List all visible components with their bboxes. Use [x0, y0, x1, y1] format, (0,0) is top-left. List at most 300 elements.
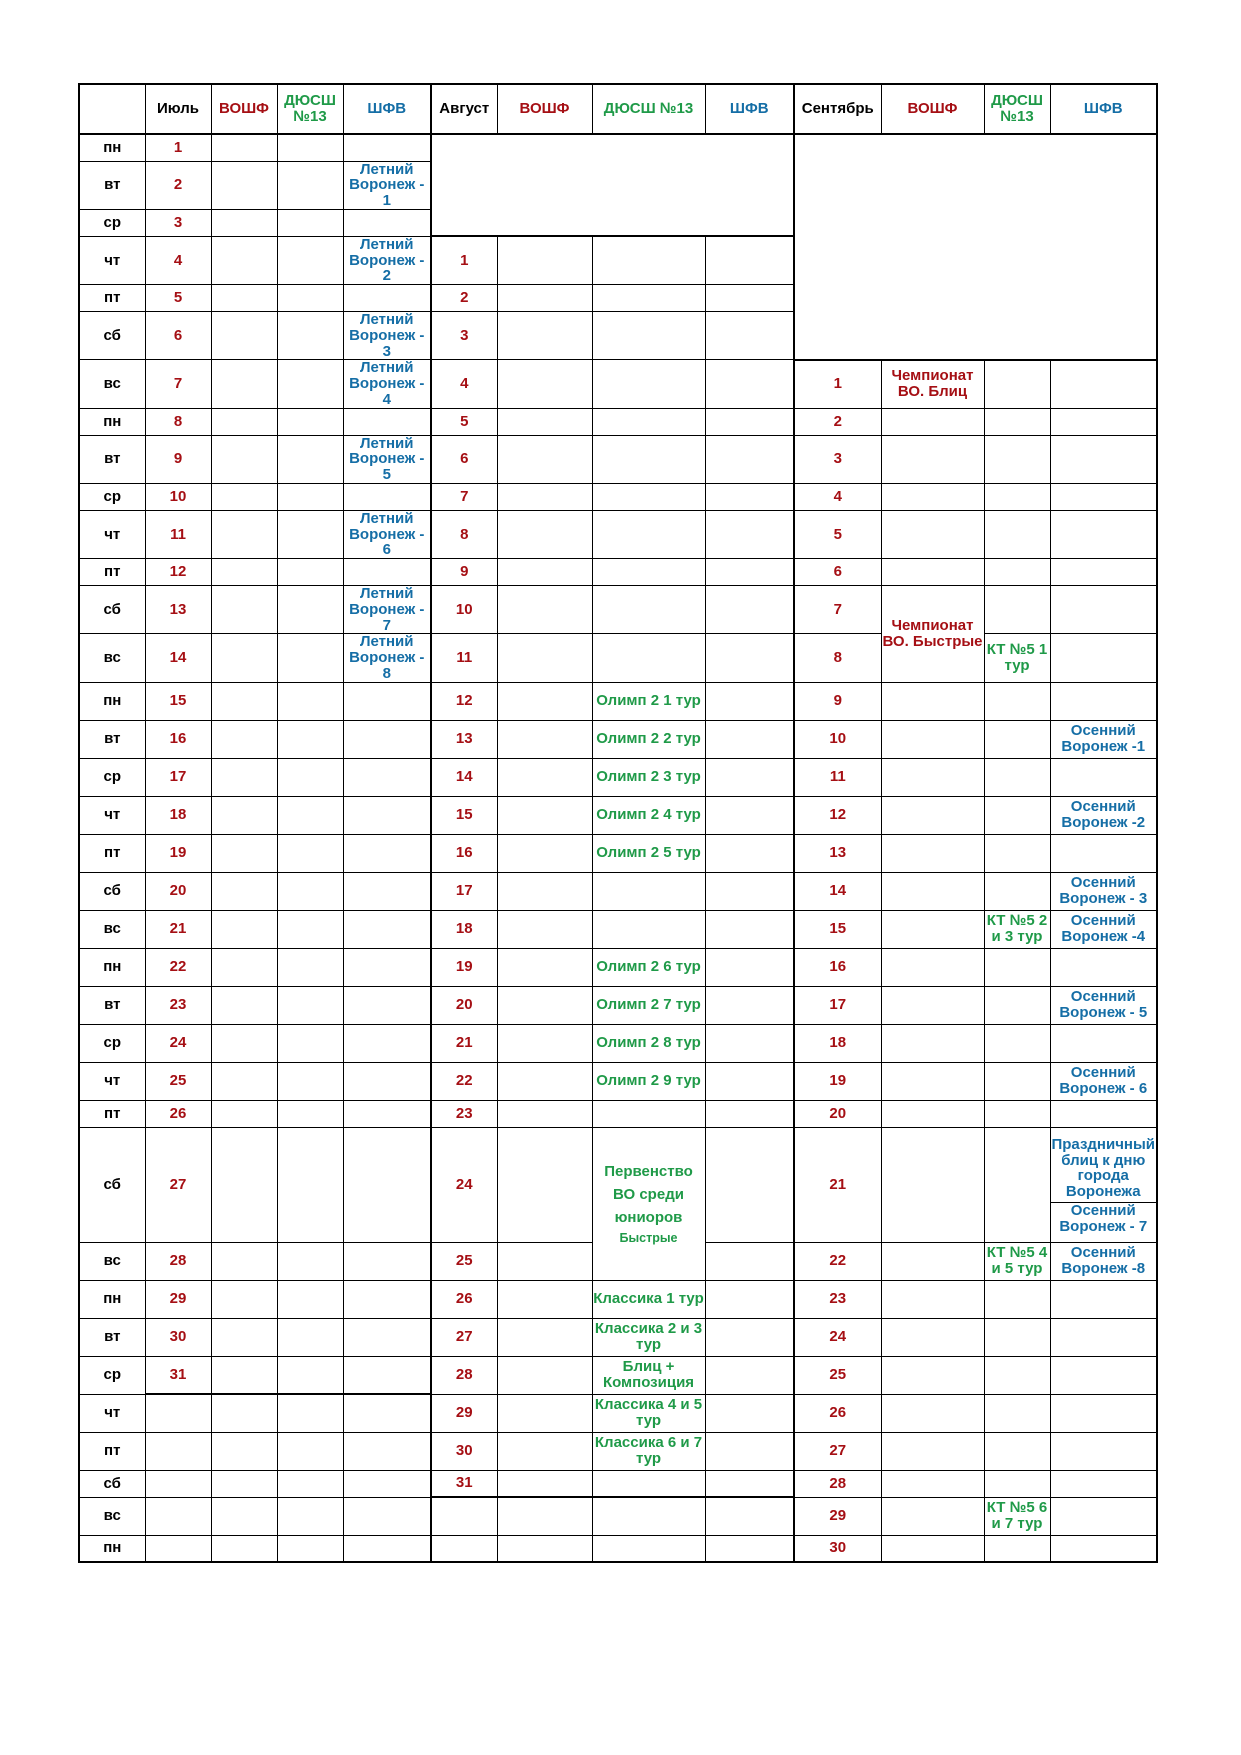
september-day: 7	[794, 586, 881, 634]
august-voshf-cell	[497, 758, 592, 796]
table-row	[79, 483, 1157, 510]
september-dyussh-cell	[984, 986, 1050, 1024]
september-day: 25	[794, 1356, 881, 1394]
september-dyussh-cell	[984, 682, 1050, 720]
august-voshf-cell	[497, 510, 592, 558]
september-shfv-cell	[1050, 510, 1157, 558]
august-voshf-cell	[497, 634, 592, 682]
weekday-cell: чт	[79, 796, 145, 834]
july-voshf-cell	[211, 796, 277, 834]
july-dyussh-cell	[277, 285, 343, 312]
july-day: 8	[145, 408, 211, 435]
july-dyussh-cell	[277, 134, 343, 161]
weekday-cell: ср	[79, 1356, 145, 1394]
weekday-cell: пн	[79, 408, 145, 435]
august-shfv-cell	[705, 360, 794, 408]
july-dyussh-cell	[277, 408, 343, 435]
september-voshf-cell	[881, 1318, 984, 1356]
col-shfv-september: ШФВ	[1050, 84, 1157, 134]
september-voshf-cell: Чемпионат ВО. Блиц	[881, 360, 984, 408]
month-header-july: Июль	[145, 84, 211, 134]
july-dyussh-cell	[277, 586, 343, 634]
august-day: 27	[431, 1318, 497, 1356]
august-day: 11	[431, 634, 497, 682]
september-day: 8	[794, 634, 881, 682]
september-voshf-cell	[881, 1470, 984, 1497]
july-dyussh-cell	[277, 910, 343, 948]
september-day: 19	[794, 1062, 881, 1100]
august-dyussh-cell: Олимп 2 7 тур	[592, 986, 705, 1024]
august-voshf-cell	[497, 682, 592, 720]
july-voshf-cell	[211, 312, 277, 360]
july-day: 7	[145, 360, 211, 408]
july-voshf-cell	[211, 682, 277, 720]
september-day: 4	[794, 483, 881, 510]
august-shfv-cell	[705, 435, 794, 483]
september-voshf-cell	[881, 986, 984, 1024]
august-shfv-cell	[705, 1318, 794, 1356]
september-voshf-cell	[881, 1535, 984, 1562]
september-voshf-cell	[881, 408, 984, 435]
september-shfv-cell	[1050, 435, 1157, 483]
col-dyussh-august: ДЮСШ №13	[592, 84, 705, 134]
september-voshf-cell	[881, 1242, 984, 1280]
july-day: 27	[145, 1127, 211, 1242]
september-shfv-cell: Осенний Воронеж -8	[1050, 1242, 1157, 1280]
july-shfv-cell: Летний Воронеж - 1	[343, 161, 431, 209]
august-shfv-cell	[705, 1024, 794, 1062]
september-dyussh-cell	[984, 360, 1050, 408]
september-dyussh-cell	[984, 483, 1050, 510]
august-shfv-cell	[705, 510, 794, 558]
july-dyussh-cell	[277, 435, 343, 483]
july-day: 10	[145, 483, 211, 510]
september-dyussh-cell	[984, 834, 1050, 872]
weekday-cell: чт	[79, 1394, 145, 1432]
col-voshf-july: ВОШФ	[211, 84, 277, 134]
july-day: 28	[145, 1242, 211, 1280]
august-dyussh-cell: Олимп 2 3 тур	[592, 758, 705, 796]
september-dyussh-cell	[984, 1280, 1050, 1318]
september-shfv-cell	[1050, 1470, 1157, 1497]
schedule-table	[78, 83, 1158, 1563]
september-day: 6	[794, 559, 881, 586]
july-shfv-cell	[343, 1470, 431, 1497]
july-dyussh-cell	[277, 236, 343, 284]
weekday-cell: пн	[79, 1280, 145, 1318]
september-shfv-cell	[1050, 586, 1157, 634]
july-shfv-cell	[343, 872, 431, 910]
july-dyussh-cell	[277, 1100, 343, 1127]
july-voshf-cell	[211, 586, 277, 634]
august-voshf-cell	[497, 435, 592, 483]
july-shfv-cell: Летний Воронеж - 5	[343, 435, 431, 483]
july-day	[145, 1394, 211, 1432]
september-dyussh-cell	[984, 872, 1050, 910]
july-shfv-cell	[343, 483, 431, 510]
july-voshf-cell	[211, 720, 277, 758]
september-blank-block	[794, 134, 1157, 360]
weekday-cell: вс	[79, 634, 145, 682]
september-dyussh-cell: КТ №5 1 тур	[984, 634, 1050, 682]
july-dyussh-cell	[277, 1024, 343, 1062]
july-voshf-cell	[211, 559, 277, 586]
september-shfv-cell: Осенний Воронеж -4	[1050, 910, 1157, 948]
august-voshf-cell	[497, 1062, 592, 1100]
august-dyussh-cell	[592, 360, 705, 408]
september-day: 29	[794, 1497, 881, 1535]
july-day: 26	[145, 1100, 211, 1127]
august-day: 7	[431, 483, 497, 510]
september-voshf-cell	[881, 796, 984, 834]
month-header-august: Август	[431, 84, 497, 134]
july-voshf-cell	[211, 1394, 277, 1432]
august-shfv-cell	[705, 559, 794, 586]
august-shfv-cell	[705, 796, 794, 834]
july-day: 20	[145, 872, 211, 910]
july-voshf-cell	[211, 1242, 277, 1280]
august-voshf-cell	[497, 1470, 592, 1497]
july-shfv-cell	[343, 1024, 431, 1062]
july-shfv-cell	[343, 1242, 431, 1280]
july-voshf-cell	[211, 510, 277, 558]
july-voshf-cell	[211, 634, 277, 682]
august-dyussh-cell: Блиц + Композиция	[592, 1356, 705, 1394]
weekday-cell: сб	[79, 312, 145, 360]
july-voshf-cell	[211, 1318, 277, 1356]
schedule-body	[79, 84, 1157, 1562]
august-shfv-cell	[705, 312, 794, 360]
july-day: 2	[145, 161, 211, 209]
august-voshf-cell	[497, 236, 592, 284]
weekday-cell: вс	[79, 910, 145, 948]
july-shfv-cell	[343, 1127, 431, 1242]
september-day: 30	[794, 1535, 881, 1562]
september-shfv-cell	[1050, 1356, 1157, 1394]
september-dyussh-cell	[984, 1432, 1050, 1470]
table-row	[79, 834, 1157, 872]
july-shfv-cell: Летний Воронеж - 8	[343, 634, 431, 682]
july-day: 12	[145, 559, 211, 586]
july-shfv-cell: Летний Воронеж - 2	[343, 236, 431, 284]
july-day: 22	[145, 948, 211, 986]
header-row	[79, 84, 1157, 134]
weekday-cell: вс	[79, 1242, 145, 1280]
july-dyussh-cell	[277, 758, 343, 796]
july-voshf-cell	[211, 161, 277, 209]
august-voshf-cell	[497, 1242, 592, 1280]
table-row	[79, 1497, 1157, 1535]
august-voshf-cell	[497, 285, 592, 312]
august-shfv-cell	[705, 236, 794, 284]
august-voshf-cell	[497, 720, 592, 758]
july-shfv-cell: Летний Воронеж - 3	[343, 312, 431, 360]
august-dyussh-cell: Классика 4 и 5 тур	[592, 1394, 705, 1432]
september-day: 18	[794, 1024, 881, 1062]
july-day: 30	[145, 1318, 211, 1356]
september-day: 11	[794, 758, 881, 796]
september-dyussh-cell	[984, 758, 1050, 796]
july-shfv-cell: Летний Воронеж - 7	[343, 586, 431, 634]
july-shfv-cell	[343, 720, 431, 758]
july-dyussh-cell	[277, 796, 343, 834]
september-shfv-cell: Осенний Воронеж - 5	[1050, 986, 1157, 1024]
september-shfv-cell: Осенний Воронеж -1	[1050, 720, 1157, 758]
august-dyussh-cell: Олимп 2 1 тур	[592, 682, 705, 720]
august-shfv-cell	[705, 910, 794, 948]
july-voshf-cell	[211, 1127, 277, 1242]
july-shfv-cell	[343, 134, 431, 161]
weekday-cell: вт	[79, 986, 145, 1024]
august-dyussh-cell: Классика 1 тур	[592, 1280, 705, 1318]
weekday-cell: ср	[79, 758, 145, 796]
july-voshf-cell	[211, 1062, 277, 1100]
weekday-cell: ср	[79, 483, 145, 510]
july-day: 25	[145, 1062, 211, 1100]
september-day: 20	[794, 1100, 881, 1127]
august-day	[431, 1497, 497, 1535]
july-shfv-cell	[343, 1432, 431, 1470]
september-shfv-cell	[1050, 1024, 1157, 1062]
september-voshf-cell	[881, 483, 984, 510]
august-championship-cell	[592, 1127, 705, 1280]
august-day: 31	[431, 1470, 497, 1497]
august-voshf-cell	[497, 1394, 592, 1432]
august-day: 18	[431, 910, 497, 948]
september-voshf-cell	[881, 1280, 984, 1318]
july-day: 31	[145, 1356, 211, 1394]
september-shfv-cell	[1050, 483, 1157, 510]
august-dyussh-cell: Классика 6 и 7 тур	[592, 1432, 705, 1470]
july-dyussh-cell	[277, 1127, 343, 1242]
september-voshf-cell	[881, 910, 984, 948]
july-voshf-cell	[211, 1356, 277, 1394]
september-day: 3	[794, 435, 881, 483]
table-row	[79, 872, 1157, 910]
august-shfv-cell	[705, 1432, 794, 1470]
september-day: 9	[794, 682, 881, 720]
july-shfv-cell	[343, 1394, 431, 1432]
july-dyussh-cell	[277, 834, 343, 872]
august-dyussh-cell: Олимп 2 4 тур	[592, 796, 705, 834]
weekday-cell: пн	[79, 682, 145, 720]
col-dyussh-july: ДЮСШ №13	[277, 84, 343, 134]
august-dyussh-cell: Олимп 2 6 тур	[592, 948, 705, 986]
september-dyussh-cell	[984, 1356, 1050, 1394]
weekday-cell: пт	[79, 834, 145, 872]
august-dyussh-cell	[592, 872, 705, 910]
september-shfv-cell	[1050, 1318, 1157, 1356]
august-shfv-cell	[705, 483, 794, 510]
august-voshf-cell	[497, 1356, 592, 1394]
september-voshf-cell	[881, 720, 984, 758]
august-day	[431, 1535, 497, 1562]
weekday-cell: чт	[79, 510, 145, 558]
september-day: 2	[794, 408, 881, 435]
july-dyussh-cell	[277, 1497, 343, 1535]
table-row	[79, 1318, 1157, 1356]
september-day: 23	[794, 1280, 881, 1318]
july-voshf-cell	[211, 360, 277, 408]
weekday-cell: чт	[79, 236, 145, 284]
july-voshf-cell	[211, 1470, 277, 1497]
july-voshf-cell	[211, 1497, 277, 1535]
september-day: 17	[794, 986, 881, 1024]
september-voshf-cell	[881, 834, 984, 872]
weekday-cell: вт	[79, 720, 145, 758]
august-day: 2	[431, 285, 497, 312]
august-shfv-cell	[705, 758, 794, 796]
august-day: 24	[431, 1127, 497, 1242]
table-row	[79, 1394, 1157, 1432]
weekday-cell: вс	[79, 360, 145, 408]
september-dyussh-cell	[984, 796, 1050, 834]
august-shfv-cell	[705, 720, 794, 758]
weekday-cell: вт	[79, 435, 145, 483]
september-shfv-cell	[1050, 834, 1157, 872]
july-shfv-cell	[343, 1497, 431, 1535]
july-day: 29	[145, 1280, 211, 1318]
august-day: 6	[431, 435, 497, 483]
august-shfv-cell	[705, 1127, 794, 1242]
july-dyussh-cell	[277, 948, 343, 986]
july-dyussh-cell	[277, 312, 343, 360]
september-voshf-cell	[881, 1127, 984, 1242]
july-day: 6	[145, 312, 211, 360]
september-dyussh-cell: КТ №5 4 и 5 тур	[984, 1242, 1050, 1280]
september-day: 13	[794, 834, 881, 872]
september-day: 12	[794, 796, 881, 834]
july-dyussh-cell	[277, 1062, 343, 1100]
august-day: 3	[431, 312, 497, 360]
july-dyussh-cell	[277, 682, 343, 720]
september-dyussh-cell	[984, 720, 1050, 758]
july-day: 1	[145, 134, 211, 161]
august-shfv-cell	[705, 1535, 794, 1562]
august-shfv-cell	[705, 1394, 794, 1432]
august-voshf-cell	[497, 1432, 592, 1470]
september-day: 21	[794, 1127, 881, 1242]
august-dyussh-cell	[592, 1470, 705, 1497]
july-voshf-cell	[211, 236, 277, 284]
july-day: 23	[145, 986, 211, 1024]
august-voshf-cell	[497, 1497, 592, 1535]
july-shfv-cell	[343, 910, 431, 948]
july-shfv-cell	[343, 986, 431, 1024]
july-voshf-cell	[211, 910, 277, 948]
september-dyussh-cell	[984, 1127, 1050, 1242]
month-header-september: Сентябрь	[794, 84, 881, 134]
july-day: 21	[145, 910, 211, 948]
august-dyussh-cell: Олимп 2 9 тур	[592, 1062, 705, 1100]
august-day: 19	[431, 948, 497, 986]
august-shfv-cell	[705, 285, 794, 312]
weekday-cell: пн	[79, 134, 145, 161]
august-day: 23	[431, 1100, 497, 1127]
august-dyussh-cell	[592, 1497, 705, 1535]
july-shfv-cell: Летний Воронеж - 6	[343, 510, 431, 558]
august-blank-block	[431, 134, 794, 236]
september-voshf-cell	[881, 1432, 984, 1470]
september-shfv-cell	[1050, 948, 1157, 986]
col-shfv-july: ШФВ	[343, 84, 431, 134]
july-dyussh-cell	[277, 872, 343, 910]
august-voshf-cell	[497, 948, 592, 986]
august-voshf-cell	[497, 586, 592, 634]
table-row	[79, 948, 1157, 986]
august-day: 5	[431, 408, 497, 435]
august-day: 13	[431, 720, 497, 758]
august-shfv-cell	[705, 1497, 794, 1535]
table-row	[79, 1432, 1157, 1470]
august-day: 10	[431, 586, 497, 634]
september-day: 22	[794, 1242, 881, 1280]
july-dyussh-cell	[277, 1318, 343, 1356]
august-shfv-cell	[705, 1280, 794, 1318]
august-dyussh-cell: Олимп 2 2 тур	[592, 720, 705, 758]
september-voshf-cell	[881, 510, 984, 558]
july-dyussh-cell	[277, 1242, 343, 1280]
july-shfv-cell	[343, 559, 431, 586]
july-dyussh-cell	[277, 1280, 343, 1318]
july-day: 13	[145, 586, 211, 634]
july-dyussh-cell	[277, 161, 343, 209]
table-row	[79, 1100, 1157, 1127]
weekday-cell: ср	[79, 1024, 145, 1062]
july-shfv-cell	[343, 834, 431, 872]
september-voshf-cell	[881, 559, 984, 586]
july-shfv-cell	[343, 1100, 431, 1127]
august-voshf-cell	[497, 360, 592, 408]
august-dyussh-cell	[592, 236, 705, 284]
table-row	[79, 1280, 1157, 1318]
weekday-cell: вт	[79, 1318, 145, 1356]
august-voshf-cell	[497, 1127, 592, 1242]
august-day: 14	[431, 758, 497, 796]
september-dyussh-cell	[984, 586, 1050, 634]
august-dyussh-cell	[592, 1535, 705, 1562]
july-voshf-cell	[211, 1432, 277, 1470]
table-row	[79, 134, 1157, 161]
september-voshf-cell	[881, 948, 984, 986]
september-shfv-cell	[1050, 1280, 1157, 1318]
august-voshf-cell	[497, 1100, 592, 1127]
august-day: 29	[431, 1394, 497, 1432]
september-shfv-cell	[1050, 1100, 1157, 1127]
col-voshf-september: ВОШФ	[881, 84, 984, 134]
september-shfv-cell	[1050, 360, 1157, 408]
september-voshf-cell	[881, 872, 984, 910]
july-shfv-cell	[343, 1535, 431, 1562]
august-dyussh-cell	[592, 435, 705, 483]
august-dyussh-cell: Олимп 2 8 тур	[592, 1024, 705, 1062]
july-day	[145, 1497, 211, 1535]
july-voshf-cell	[211, 1280, 277, 1318]
september-day: 15	[794, 910, 881, 948]
september-shfv-cell	[1050, 1432, 1157, 1470]
august-day: 26	[431, 1280, 497, 1318]
july-day: 4	[145, 236, 211, 284]
table-row	[79, 682, 1157, 720]
weekday-cell: вс	[79, 1497, 145, 1535]
july-shfv-cell	[343, 209, 431, 236]
september-day: 24	[794, 1318, 881, 1356]
july-shfv-cell: Летний Воронеж - 4	[343, 360, 431, 408]
table-row	[79, 1127, 1157, 1242]
september-shfv-cell	[1050, 758, 1157, 796]
july-day: 5	[145, 285, 211, 312]
championship-title: Первенство ВО среди юниоров	[604, 1162, 693, 1226]
